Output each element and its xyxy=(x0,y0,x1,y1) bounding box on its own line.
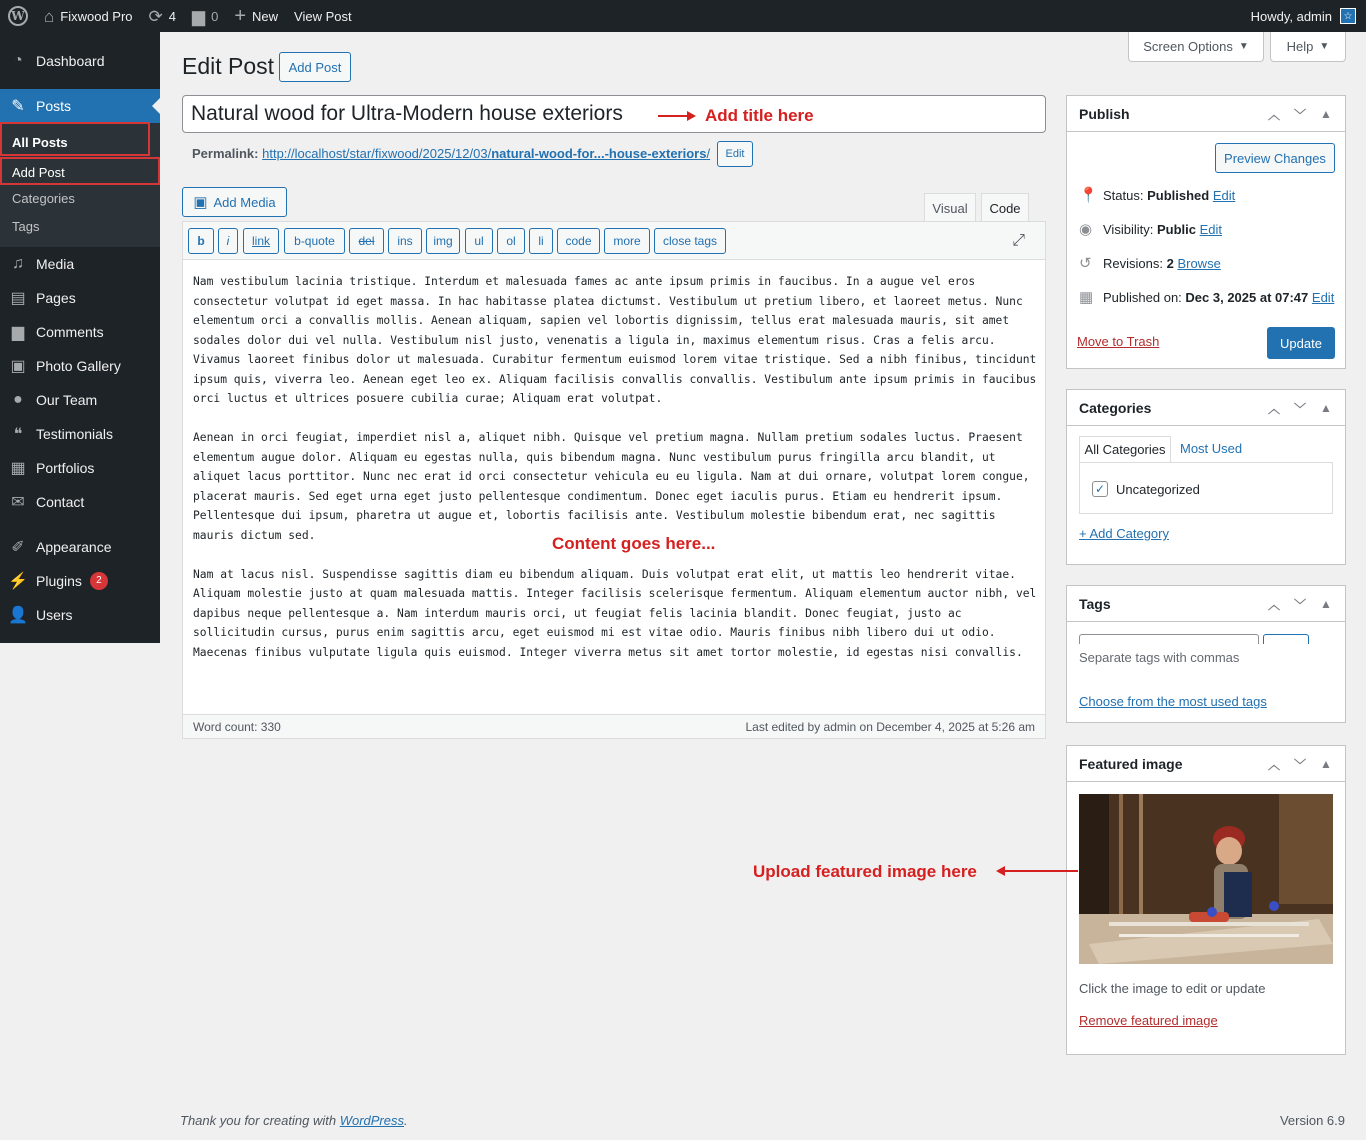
add-media-button[interactable] xyxy=(182,187,287,217)
categories-box-header xyxy=(1067,390,1345,426)
move-up-icon[interactable]: ︿ xyxy=(1267,107,1280,122)
qt-italic-button[interactable]: i xyxy=(218,228,238,254)
new-label: New xyxy=(252,8,279,24)
sidebar-item-label: Media xyxy=(36,256,75,272)
add-media-label: Add Media xyxy=(213,194,276,210)
submenu-tags[interactable]: Tags xyxy=(12,219,40,234)
submenu-add-post[interactable]: Add Post xyxy=(0,157,160,185)
box-controls xyxy=(1261,96,1339,132)
post-title-input[interactable] xyxy=(182,95,1046,133)
publish-box-header xyxy=(1067,96,1345,132)
portfolio-icon: ▦ xyxy=(10,460,26,477)
footer-version: Version 6.9 xyxy=(1279,1113,1345,1128)
checkbox-checked-icon[interactable]: ✓ xyxy=(1092,481,1108,497)
submenu-categories[interactable]: Categories xyxy=(12,191,75,206)
wordpress-logo-icon: W xyxy=(8,6,28,26)
gallery-icon: ▣ xyxy=(10,358,26,375)
posts-submenu xyxy=(0,123,160,247)
qt-img-button[interactable]: img xyxy=(426,228,460,254)
visibility-row xyxy=(1079,220,1222,238)
revisions-backup-icon: ↺ xyxy=(1079,255,1092,272)
qt-ul-button[interactable]: ul xyxy=(465,228,493,254)
updates-count: 4 xyxy=(168,8,177,24)
current-menu-arrow xyxy=(152,98,160,114)
featured-image[interactable] xyxy=(1079,794,1333,964)
media-icon: ♫ xyxy=(12,255,24,272)
sidebar-item-label: Posts xyxy=(36,98,72,114)
permalink xyxy=(192,146,710,161)
wordpress-logo-menu[interactable] xyxy=(0,0,36,32)
content-paragraph: Nam at lacus nisl. Suspendisse sagittis diam eu bibendum aliquam. Duis volutpat erat elit, ut mattis leo hendrerit vitae. Aliquam molestie justo at quam malesuada mattis. Integer facilisis scelerisque fermentum. Aliquam elementum auctor nibh, vel dapibus neque pellentesque a. Nam interdum mauris orci, ut feugiat felis lacinia blandit. Donec feugiat, justo ac sollicitudin cursus, purus enim sagittis arcu, eget euismod mi est vitae odio. Mauris finibus nibh libero dui ut odio. Maecenas finibus vulputate ligula quis euismod. Integer viverra metus sit amet tortor molestie, id egestas nisi convallis. xyxy=(193,567,1037,659)
footer-thanks-text: Thank you for creating with xyxy=(180,1113,340,1128)
view-post-link[interactable] xyxy=(286,0,360,32)
choose-tags-link[interactable]: Choose from the most used tags xyxy=(1079,694,1267,709)
update-button[interactable]: Update xyxy=(1267,327,1335,359)
qt-bold-button[interactable]: b xyxy=(188,228,214,254)
content-editor xyxy=(182,221,1046,739)
user-icon: 👤 xyxy=(8,607,28,624)
status-label: Status: xyxy=(1103,187,1144,203)
category-item xyxy=(1092,481,1200,497)
calendar-icon: ▦ xyxy=(1079,289,1094,306)
updates-icon: ⟳ xyxy=(148,6,163,26)
sidebar-item-pages[interactable] xyxy=(0,281,160,315)
sidebar-item-comments[interactable] xyxy=(0,315,160,349)
edit-status-link[interactable]: Edit xyxy=(1212,187,1236,203)
edit-visibility-link[interactable]: Edit xyxy=(1199,221,1223,237)
permalink-label: Permalink: xyxy=(192,146,259,161)
plus-icon: + xyxy=(234,5,247,27)
featured-image-box-header xyxy=(1067,746,1345,782)
pin-icon: 📍 xyxy=(1079,187,1098,204)
quote-icon: ❝ xyxy=(13,426,23,443)
permalink-slug: natural-wood-for...-house-exteriors xyxy=(491,146,707,161)
groups-icon: ● xyxy=(13,391,23,408)
screen-options-label: Screen Options xyxy=(1143,39,1233,54)
comments-icon: ▆ xyxy=(11,324,25,341)
tags-help-text: Separate tags with commas xyxy=(1079,650,1240,665)
add-category-link[interactable]: + Add Category xyxy=(1079,526,1169,541)
caret-down-icon: ▼ xyxy=(1319,41,1330,52)
permalink-base: http://localhost/star/fixwood/2025/12/03/ xyxy=(262,146,492,161)
toggle-panel-icon[interactable]: ▲ xyxy=(1320,401,1332,415)
qt-ol-button[interactable]: ol xyxy=(497,228,525,254)
published-value: Dec 3, 2025 at 07:47 xyxy=(1185,289,1309,305)
browse-revisions-link[interactable]: Browse xyxy=(1177,255,1221,271)
email-icon: ✉ xyxy=(11,494,25,511)
featured-image-hint: Click the image to edit or update xyxy=(1079,981,1266,996)
category-checklist xyxy=(1079,462,1333,514)
tab-all-categories[interactable]: All Categories xyxy=(1079,436,1171,463)
featured-image-title: Featured image xyxy=(1079,755,1183,772)
move-to-trash-link[interactable]: Move to Trash xyxy=(1077,334,1160,349)
sidebar-item-label: Appearance xyxy=(36,539,112,555)
sidebar-item-label: Photo Gallery xyxy=(36,358,121,374)
fullscreen-icon[interactable]: ⤢ xyxy=(1012,232,1025,249)
featured-image-annotation: Upload featured image here xyxy=(753,862,977,881)
add-media-icon: ▣ xyxy=(193,194,208,211)
move-up-icon[interactable]: ︿ xyxy=(1267,597,1280,612)
tags-box xyxy=(1066,585,1346,723)
quicktags-toolbar xyxy=(183,222,1045,260)
help-label: Help xyxy=(1286,39,1314,54)
sidebar-item-media[interactable] xyxy=(0,247,160,281)
permalink-link[interactable] xyxy=(262,146,710,161)
brush-icon: ✐ xyxy=(11,539,25,556)
tab-code[interactable]: Code xyxy=(981,193,1029,222)
box-controls xyxy=(1261,746,1339,782)
sidebar-item-plugins[interactable] xyxy=(0,564,160,598)
content-paragraph: Aenean in orci feugiat, imperdiet nisl a, aliquet nibh. Quisque vel pretium magna. Nullam pretium sodales luctus. Praesent elementum augue dolor. Aliquam eu egestas nulla, quis bibendum magna. Nunc vestibulum purus fringilla arcu blandit, ut aliquet lacus porttitor. Nunc nec erat id orci consectetur vehicula eu eu ligula. Nam at dui ornare, volutpat lorem congue, placerat mauris. Sed eget urna eget justo pellentesque condimentum. Donec eget iaculis purus. Etiam eu hendrerit ipsum. Pellentesque dui ipsum, pharetra ut augue et, lobortis facilisis ante. Vestibulum molestie bibendum erat, nec sagittis mauris dictum sed. xyxy=(193,431,1030,542)
caret-down-icon: ▼ xyxy=(1238,41,1249,52)
editor-status-bar xyxy=(183,714,1045,738)
published-on-row xyxy=(1079,288,1334,306)
tags-box-header xyxy=(1067,586,1345,622)
visibility-value: Public xyxy=(1156,221,1196,237)
title-hint-arrow-line xyxy=(658,115,688,117)
help-button[interactable] xyxy=(1270,32,1346,62)
move-down-icon[interactable]: ﹀ xyxy=(1293,107,1306,122)
sidebar-item-label: Testimonials xyxy=(36,426,114,442)
wordpress-link[interactable]: WordPress xyxy=(339,1113,404,1128)
revisions-label: Revisions: xyxy=(1103,255,1163,271)
add-post-button[interactable]: Add Post xyxy=(279,52,351,82)
sidebar-item-testimonials[interactable] xyxy=(0,417,160,451)
edit-permalink-button[interactable]: Edit xyxy=(717,141,753,167)
qt-more-button[interactable]: more xyxy=(604,228,650,254)
permalink-end: / xyxy=(706,146,711,161)
category-label: Uncategorized xyxy=(1116,481,1200,497)
page-title: Edit Post xyxy=(182,53,275,79)
pages-icon: ▤ xyxy=(10,290,26,307)
published-label: Published on: xyxy=(1103,289,1182,305)
home-icon: ⌂ xyxy=(44,6,55,26)
visibility-eye-icon: ◉ xyxy=(1079,221,1093,238)
admin-sidebar xyxy=(0,32,160,643)
view-post-label: View Post xyxy=(294,8,352,24)
status-value: Published xyxy=(1147,187,1210,203)
visibility-label: Visibility: xyxy=(1103,221,1154,237)
featured-image-box xyxy=(1066,745,1346,1055)
last-edited: Last edited by admin on December 4, 2025 at 5:26 am xyxy=(745,719,1035,734)
sidebar-item-label: Contact xyxy=(36,494,85,510)
site-name-menu[interactable] xyxy=(36,0,141,32)
qt-ins-button[interactable]: ins xyxy=(388,228,422,254)
categories-box xyxy=(1066,389,1346,565)
revisions-row xyxy=(1079,254,1221,272)
sidebar-item-label: Portfolios xyxy=(36,460,95,476)
sidebar-item-label: Our Team xyxy=(36,392,98,408)
howdy-label: Howdy, admin xyxy=(1250,8,1332,24)
image-hint-arrow-line xyxy=(1004,870,1078,872)
comment-bubble-icon: ▆ xyxy=(192,6,206,26)
sidebar-item-appearance[interactable] xyxy=(0,530,160,564)
footer-thanks xyxy=(180,1113,408,1128)
sidebar-item-dashboard[interactable] xyxy=(0,44,160,78)
qt-close-tags-button[interactable]: close tags xyxy=(654,228,726,254)
move-up-icon[interactable]: ︿ xyxy=(1267,757,1280,772)
avatar: ☆ xyxy=(1340,8,1356,24)
categories-title: Categories xyxy=(1079,399,1152,416)
title-annotation: Add title here xyxy=(705,106,814,125)
move-up-icon[interactable]: ︿ xyxy=(1267,401,1280,416)
sidebar-item-label: Dashboard xyxy=(36,53,105,69)
tab-most-used[interactable]: Most Used xyxy=(1180,441,1243,456)
featured-image-photo xyxy=(1079,794,1333,964)
toggle-panel-icon[interactable]: ▲ xyxy=(1320,107,1332,121)
toggle-panel-icon[interactable]: ▲ xyxy=(1320,597,1332,611)
updates-menu[interactable] xyxy=(141,0,184,32)
move-down-icon[interactable]: ﹀ xyxy=(1293,757,1306,772)
content-textarea[interactable] xyxy=(193,272,1038,682)
move-down-icon[interactable]: ﹀ xyxy=(1293,401,1306,416)
submenu-all-posts[interactable]: All Posts xyxy=(12,135,68,150)
sidebar-item-label: Pages xyxy=(36,290,76,306)
sidebar-item-label: Plugins xyxy=(36,573,82,589)
screen-options-button[interactable] xyxy=(1128,32,1264,62)
tags-title: Tags xyxy=(1079,595,1111,612)
sidebar-item-users[interactable] xyxy=(0,598,160,632)
post-title-value: Natural wood for Ultra-Modern house exteriors xyxy=(191,102,623,125)
preview-changes-button[interactable]: Preview Changes xyxy=(1215,143,1335,173)
publish-box xyxy=(1066,95,1346,369)
plugin-icon: ⚡ xyxy=(8,573,28,590)
box-controls xyxy=(1261,586,1339,622)
box-controls xyxy=(1261,390,1339,426)
new-tag-input[interactable] xyxy=(1079,634,1259,644)
footer-thanks-suffix: . xyxy=(404,1113,408,1128)
qt-blockquote-button[interactable]: b-quote xyxy=(284,228,345,254)
add-tag-button[interactable] xyxy=(1263,634,1309,644)
sidebar-item-photo-gallery[interactable] xyxy=(0,349,160,383)
revisions-value: 2 xyxy=(1166,255,1174,271)
post-status-row xyxy=(1079,186,1235,204)
content-annotation: Content goes here... xyxy=(552,534,716,553)
my-account-menu[interactable] xyxy=(1243,0,1366,32)
toggle-panel-icon[interactable]: ▲ xyxy=(1320,757,1332,771)
dashboard-icon: ◔ xyxy=(13,52,23,69)
qt-del-button[interactable]: del xyxy=(349,228,384,254)
plugins-update-badge: 2 xyxy=(90,572,108,590)
sidebar-item-label: Comments xyxy=(36,324,104,340)
qt-code-button[interactable]: code xyxy=(557,228,600,254)
new-content-menu[interactable] xyxy=(226,0,286,32)
sidebar-item-label: Users xyxy=(36,607,73,623)
admin-bar xyxy=(0,0,1366,32)
word-count: Word count: 330 xyxy=(193,719,281,734)
site-name-label: Fixwood Pro xyxy=(60,8,133,24)
content-paragraph: Nam vestibulum lacinia tristique. Interdum et malesuada fames ac ante ipsum primis in faucibus. In a augue vel eros consectetur volutpat id eget massa. In hac habitasse platea dictumst. Vestibulum ut pretium libero, et laoreet metus. Nunc elementum orci a convallis mollis. Aenean aliquam, sapien vel lobortis dignissim, tellus erat malesuada mauris, sit amet sodales dolor dui vel nulla. Vestibulum nisl justo, venenatis a ligula in, maximus elementum risus. Cras a felis arcu. Vivamus laoreet finibus dolor ut malesuada. Curabitur fermentum euismod lorem vitae tristique. Sed a nibh finibus, tincidunt ipsum quis, viverra leo. Aenean eget leo ex. Aliquam facilisis convallis convallis. Vestibulum ante ipsum primis in faucibus orci luctus et ultrices posuere cubilia curae; Aliquam erat volutpat. xyxy=(193,275,1037,405)
qt-li-button[interactable]: li xyxy=(529,228,553,254)
move-down-icon[interactable]: ﹀ xyxy=(1293,597,1306,612)
sidebar-item-our-team[interactable] xyxy=(0,383,160,417)
qt-link-button[interactable]: link xyxy=(243,228,279,254)
arrow-right-icon xyxy=(687,111,696,121)
sidebar-item-contact[interactable] xyxy=(0,485,160,519)
tab-visual[interactable]: Visual xyxy=(924,193,976,222)
comments-menu[interactable] xyxy=(184,0,226,32)
pin-icon: ✎ xyxy=(11,98,25,115)
edit-date-link[interactable]: Edit xyxy=(1311,289,1335,305)
remove-featured-image-link[interactable]: Remove featured image xyxy=(1079,1013,1218,1028)
sidebar-item-posts[interactable] xyxy=(0,89,160,123)
comments-count: 0 xyxy=(211,8,219,24)
publish-title: Publish xyxy=(1079,105,1130,122)
sidebar-item-portfolios[interactable] xyxy=(0,451,160,485)
